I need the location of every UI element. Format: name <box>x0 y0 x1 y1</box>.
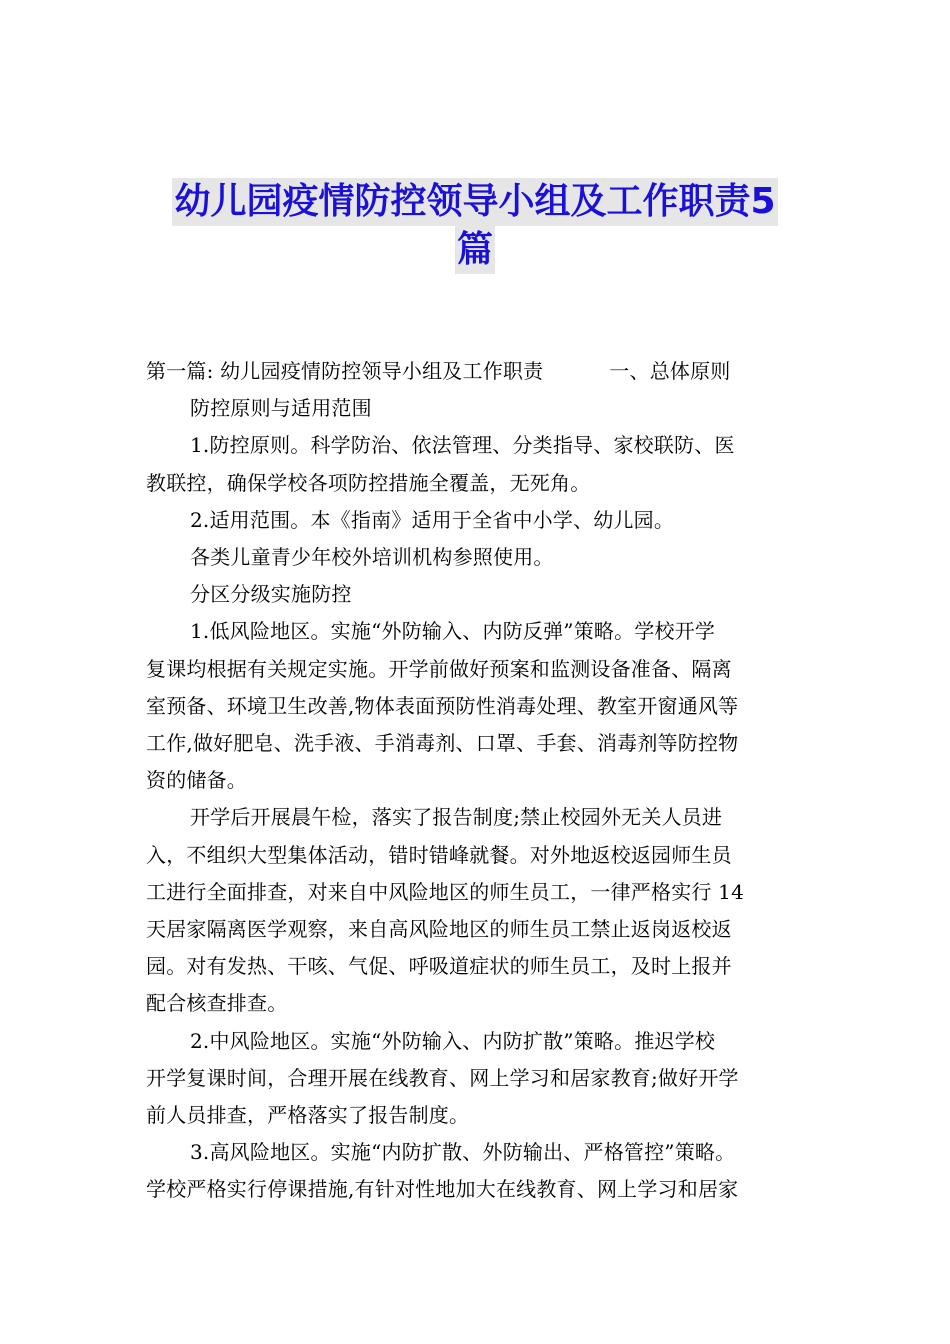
body-line: 入，不组织大型集体活动，错时错峰就餐。对外地返校返园师生员 <box>146 842 732 867</box>
body-line: 分区分级实施防控 <box>190 582 352 607</box>
section-heading <box>146 353 826 390</box>
body-line: 1.低风险地区。实施“外防输入、内防反弹”策略。学校开学 <box>190 619 716 644</box>
body-line: 工进行全面排查，对来自中风险地区的师生员工，一律严格实行 14 <box>146 879 745 904</box>
body-line: 工作,做好肥皂、洗手液、手消毒剂、口罩、手套、消毒剂等防控物 <box>146 731 739 756</box>
body-line: 前人员排查，严格落实了报告制度。 <box>146 1103 470 1128</box>
body-line: 2.适用范围。本《指南》适用于全省中小学、幼儿园。 <box>190 507 675 532</box>
body-line: 教联控，确保学校各项防控措施全覆盖，无死角。 <box>146 470 591 495</box>
body-line: 学校严格实行停课措施,有针对性地加大在线教育、网上学习和居家 <box>146 1177 739 1202</box>
body-line: 园。对有发热、干咳、气促、呼吸道症状的师生员工，及时上报并 <box>146 954 732 979</box>
body-line: 各类儿童青少年校外培训机构参照使用。 <box>190 545 554 570</box>
body-line: 天居家隔离医学观察，来自高风险地区的师生员工禁止返岗返校返 <box>146 917 732 942</box>
body-line: 3.高风险地区。实施“内防扩散、外防输出、严格管控”策略。 <box>190 1140 736 1165</box>
body-line: 资的储备。 <box>146 768 247 793</box>
body-line: 1.防控原则。科学防治、依法管理、分类指导、家校联防、医 <box>190 433 735 458</box>
body-line: 开学后开展晨午检，落实了报告制度;禁止校园外无关人员进 <box>190 805 723 830</box>
body-line: 2.中风险地区。实施“外防输入、内防扩散”策略。推迟学校 <box>190 1028 716 1053</box>
document-title <box>0 178 950 274</box>
body-line: 开学复课时间，合理开展在线教育、网上学习和居家教育;做好开学 <box>146 1065 739 1090</box>
title-line-1: 幼儿园疫情防控领导小组及工作职责5 <box>172 178 777 226</box>
body-line: 配合核查排查。 <box>146 991 288 1016</box>
body-line: 室预备、环境卫生改善,物体表面预防性消毒处理、教室开窗通风等 <box>146 693 739 718</box>
section-heading-left: 第一篇: 幼儿园疫情防控领导小组及工作职责 <box>146 359 544 383</box>
section-heading-right: 一、总体原则 <box>609 359 731 383</box>
body-line: 防控原则与适用范围 <box>190 396 372 421</box>
document-body <box>146 353 826 1209</box>
body-line: 复课均根据有关规定实施。开学前做好预案和监测设备准备、隔离 <box>146 656 732 681</box>
title-line-2: 篇 <box>455 226 495 274</box>
